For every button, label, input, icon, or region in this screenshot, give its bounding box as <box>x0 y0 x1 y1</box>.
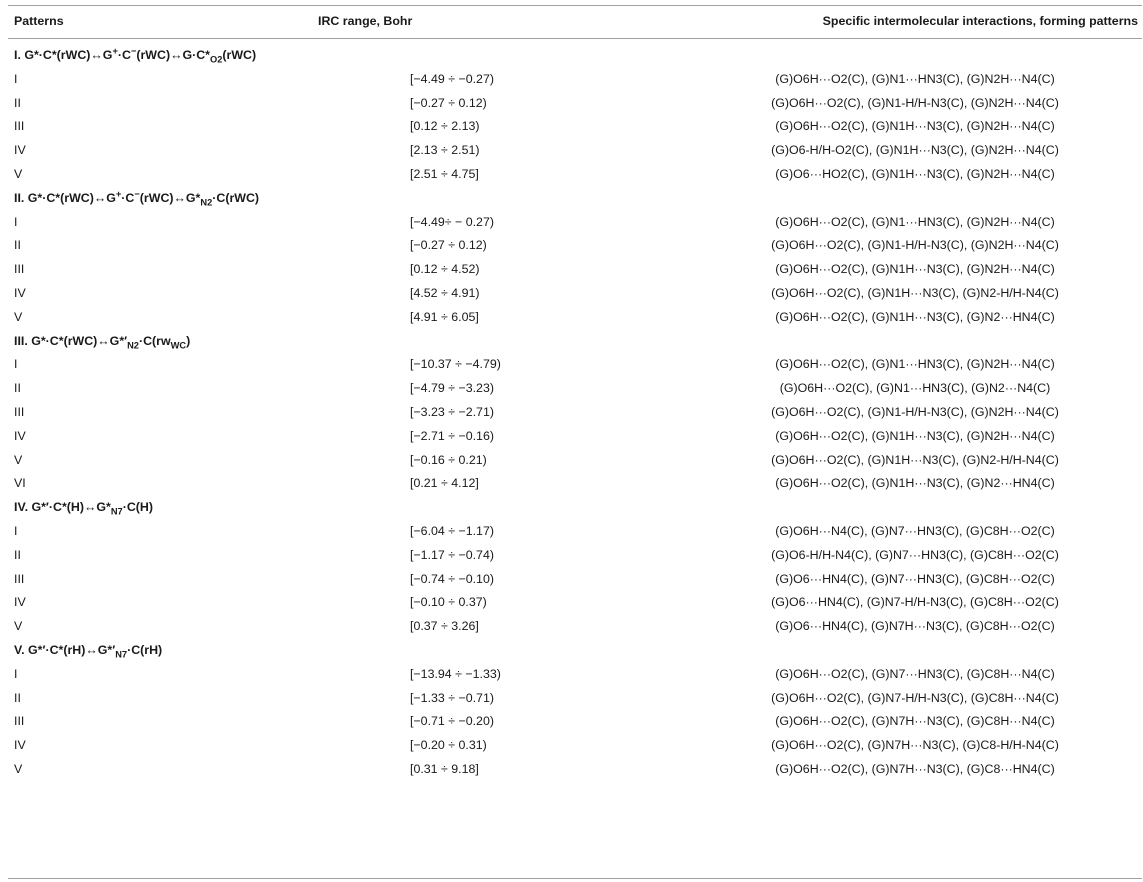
pattern-label: IV <box>14 285 26 300</box>
irc-range-cell: [−10.37 ÷ −4.79) <box>410 357 501 372</box>
pattern-label: III <box>14 119 25 134</box>
table-row <box>0 425 1143 449</box>
irc-range-cell: [−0.71 ÷ −0.20) <box>410 714 494 729</box>
interactions-cell: (G)O6H···O2(C), (G)N1H···N3(C), (G)N2-H/H-N4(C) <box>771 452 1059 467</box>
irc-range-cell: [−0.16 ÷ 0.21) <box>410 452 487 467</box>
irc-range-cell: [0.37 ÷ 3.26] <box>410 619 479 634</box>
section-header-row <box>0 44 1143 68</box>
pattern-label: I <box>14 357 18 372</box>
interactions-cell: (G)O6···HO2(C), (G)N1H···N3(C), (G)N2H···N4(C) <box>775 166 1055 181</box>
interactions-cell: (G)O6···HN4(C), (G)N7-H/H-N3(C), (G)C8H···O2(C) <box>771 595 1059 610</box>
irc-range-cell: [4.52 ÷ 4.91) <box>410 285 480 300</box>
table-row <box>0 449 1143 473</box>
table-row <box>0 591 1143 615</box>
pattern-label: IV <box>14 428 26 443</box>
interactions-cell: (G)O6H···O2(C), (G)N7H···N3(C), (G)C8H···N4(C) <box>775 714 1055 729</box>
pattern-label: I <box>14 666 18 681</box>
table-row <box>0 734 1143 758</box>
section-header-row <box>0 187 1143 211</box>
irc-range-cell: [0.21 ÷ 4.12] <box>410 476 479 491</box>
irc-range-cell: [−0.20 ÷ 0.31) <box>410 738 487 753</box>
table-row <box>0 115 1143 139</box>
table-row <box>0 663 1143 687</box>
interactions-cell: (G)O6H···O2(C), (G)N1H···N3(C), (G)N2H···N4(C) <box>775 262 1055 277</box>
interactions-cell: (G)O6H···O2(C), (G)N1-H/H-N3(C), (G)N2H···N4(C) <box>771 404 1059 419</box>
pattern-label: II <box>14 690 21 705</box>
table-row <box>0 472 1143 496</box>
pattern-label: V <box>14 619 23 634</box>
interactions-cell: (G)O6H···O2(C), (G)N1H···N3(C), (G)N2···HN4(C) <box>775 476 1055 491</box>
irc-range-cell: [−0.10 ÷ 0.37) <box>410 595 487 610</box>
table-row <box>0 92 1143 116</box>
interactions-cell: (G)O6H···O2(C), (G)N1···HN3(C), (G)N2···N4(C) <box>779 381 1051 396</box>
interactions-cell: (G)O6-H/H-O2(C), (G)N1H···N3(C), (G)N2H···N4(C) <box>771 143 1059 158</box>
pattern-label: IV <box>14 595 26 610</box>
pattern-label: II <box>14 95 21 110</box>
table-body <box>0 44 1143 782</box>
interactions-cell: (G)O6H···O2(C), (G)N1···HN3(C), (G)N2H···N4(C) <box>775 71 1055 86</box>
table-row <box>0 544 1143 568</box>
pattern-label: II <box>14 381 21 396</box>
section-title: V. $G*'\cdot C*(rH)\leftrightarrow G*'_{N7}\cdot C(rH)$ <box>14 642 163 660</box>
interactions-cell: (G)O6H···O2(C), (G)N1H···N3(C), (G)N2···HN4(C) <box>775 309 1055 324</box>
section-title: II. $G*\cdot C*(rWC)\leftrightarrow G^+\cdot C^-(rWC)\leftrightarrow G*_{N2}\cdot C(rWC)$ <box>14 188 260 208</box>
table-header-rule <box>8 38 1142 39</box>
interactions-cell: (G)O6H···O2(C), (G)N1H···N3(C), (G)N2H···N4(C) <box>775 428 1055 443</box>
interactions-cell: (G)O6···HN4(C), (G)N7H···N3(C), (G)C8H···O2(C) <box>775 619 1055 634</box>
pattern-label: I <box>14 71 18 86</box>
pattern-label: V <box>14 452 23 467</box>
irc-range-cell: [0.12 ÷ 4.52) <box>410 262 480 277</box>
table-row <box>0 377 1143 401</box>
irc-range-cell: [−3.23 ÷ −2.71) <box>410 404 494 419</box>
pattern-label: V <box>14 166 23 181</box>
pattern-label: II <box>14 547 21 562</box>
irc-range-cell: [−13.94 ÷ −1.33) <box>410 666 501 681</box>
section-header-row <box>0 330 1143 354</box>
irc-range-cell: [2.13 ÷ 2.51) <box>410 143 480 158</box>
interactions-cell: (G)O6H···O2(C), (G)N7H···N3(C), (G)C8···HN4(C) <box>775 761 1055 776</box>
irc-range-cell: [−1.17 ÷ −0.74) <box>410 547 494 562</box>
irc-range-cell: [−0.27 ÷ 0.12) <box>410 95 487 110</box>
section-title: IV. $G*'\cdot C*(H)\leftrightarrow G*_{N7}\cdot C(H)$ <box>14 500 153 517</box>
irc-range-cell: [−4.79 ÷ −3.23) <box>410 381 494 396</box>
pattern-label: V <box>14 761 23 776</box>
table-row <box>0 710 1143 734</box>
irc-range-cell: [4.91 ÷ 6.05] <box>410 309 479 324</box>
interactions-cell: (G)O6H···O2(C), (G)N1···HN3(C), (G)N2H···N4(C) <box>775 357 1055 372</box>
interactions-cell: (G)O6H···O2(C), (G)N1H···N3(C), (G)N2H···N4(C) <box>775 119 1055 134</box>
table-row <box>0 568 1143 592</box>
header-interactions: Specific intermolecular interactions, forming patterns <box>822 14 1138 28</box>
table-bottom-rule <box>8 878 1142 879</box>
pattern-label: II <box>14 238 21 253</box>
table-row <box>0 139 1143 163</box>
table-row <box>0 68 1143 92</box>
table-row <box>0 687 1143 711</box>
table-row <box>0 615 1143 639</box>
interactions-cell: (G)O6H···O2(C), (G)N1-H/H-N3(C), (G)N2H···N4(C) <box>771 238 1059 253</box>
irc-range-cell: [2.51 ÷ 4.75] <box>410 166 479 181</box>
table-row <box>0 306 1143 330</box>
interactions-cell: (G)O6H···N4(C), (G)N7···HN3(C), (G)C8H···O2(C) <box>775 523 1055 538</box>
interactions-cell: (G)O6H···O2(C), (G)N1-H/H-N3(C), (G)N2H···N4(C) <box>771 95 1059 110</box>
irc-range-cell: [−4.49÷ − 0.27) <box>410 214 494 229</box>
interactions-cell: (G)O6H···O2(C), (G)N1H···N3(C), (G)N2-H/H-N4(C) <box>771 285 1059 300</box>
pattern-label: IV <box>14 143 26 158</box>
header-patterns: Patterns <box>14 14 64 28</box>
irc-range-cell: [0.31 ÷ 9.18] <box>410 761 479 776</box>
pattern-label: V <box>14 309 23 324</box>
interactions-cell: (G)O6···HN4(C), (G)N7···HN3(C), (G)C8H···O2(C) <box>775 571 1055 586</box>
table-row <box>0 282 1143 306</box>
table-row <box>0 211 1143 235</box>
table-row <box>0 401 1143 425</box>
table-row <box>0 163 1143 187</box>
irc-range-cell: [0.12 ÷ 2.13) <box>410 119 480 134</box>
interactions-cell: (G)O6-H/H-N4(C), (G)N7···HN3(C), (G)C8H···O2(C) <box>771 547 1059 562</box>
interactions-cell: (G)O6H···O2(C), (G)N7···HN3(C), (G)C8H···N4(C) <box>775 666 1055 681</box>
pattern-label: VI <box>14 476 26 491</box>
section-header-row <box>0 496 1143 520</box>
pattern-label: III <box>14 262 25 277</box>
section-header-row <box>0 639 1143 663</box>
interactions-cell: (G)O6H···O2(C), (G)N7-H/H-N3(C), (G)C8H···N4(C) <box>771 690 1059 705</box>
table-row <box>0 520 1143 544</box>
interactions-cell: (G)O6H···O2(C), (G)N1···HN3(C), (G)N2H···N4(C) <box>775 214 1055 229</box>
pattern-label: III <box>14 714 25 729</box>
irc-range-cell: [−6.04 ÷ −1.17) <box>410 523 494 538</box>
irc-range-cell: [−2.71 ÷ −0.16) <box>410 428 494 443</box>
pattern-label: III <box>14 571 25 586</box>
table-row <box>0 234 1143 258</box>
section-title: I. $G*\cdot C*(rWC)\leftrightarrow G^+\cdot C^-(rWC)\leftrightarrow G\cdot C*_{O2}(rWC)$ <box>14 45 257 65</box>
irc-range-cell: [−0.27 ÷ 0.12) <box>410 238 487 253</box>
header-irc-range: IRC range, Bohr <box>318 14 413 28</box>
pattern-label: III <box>14 404 25 419</box>
irc-range-cell: [−0.74 ÷ −0.10) <box>410 571 494 586</box>
irc-range-cell: [−1.33 ÷ −0.71) <box>410 690 494 705</box>
table-row <box>0 758 1143 782</box>
irc-range-cell: [−4.49 ÷ −0.27) <box>410 71 494 86</box>
pattern-label: I <box>14 214 18 229</box>
interactions-cell: (G)O6H···O2(C), (G)N7H···N3(C), (G)C8-H/H-N4(C) <box>771 738 1059 753</box>
pattern-label: I <box>14 523 18 538</box>
section-title: III. $G*\cdot C*(rWC)\leftrightarrow G*'_{N2}\cdot C(rw_{WC})$ <box>14 333 191 351</box>
table-row <box>0 353 1143 377</box>
pattern-label: IV <box>14 738 26 753</box>
table-row <box>0 258 1143 282</box>
